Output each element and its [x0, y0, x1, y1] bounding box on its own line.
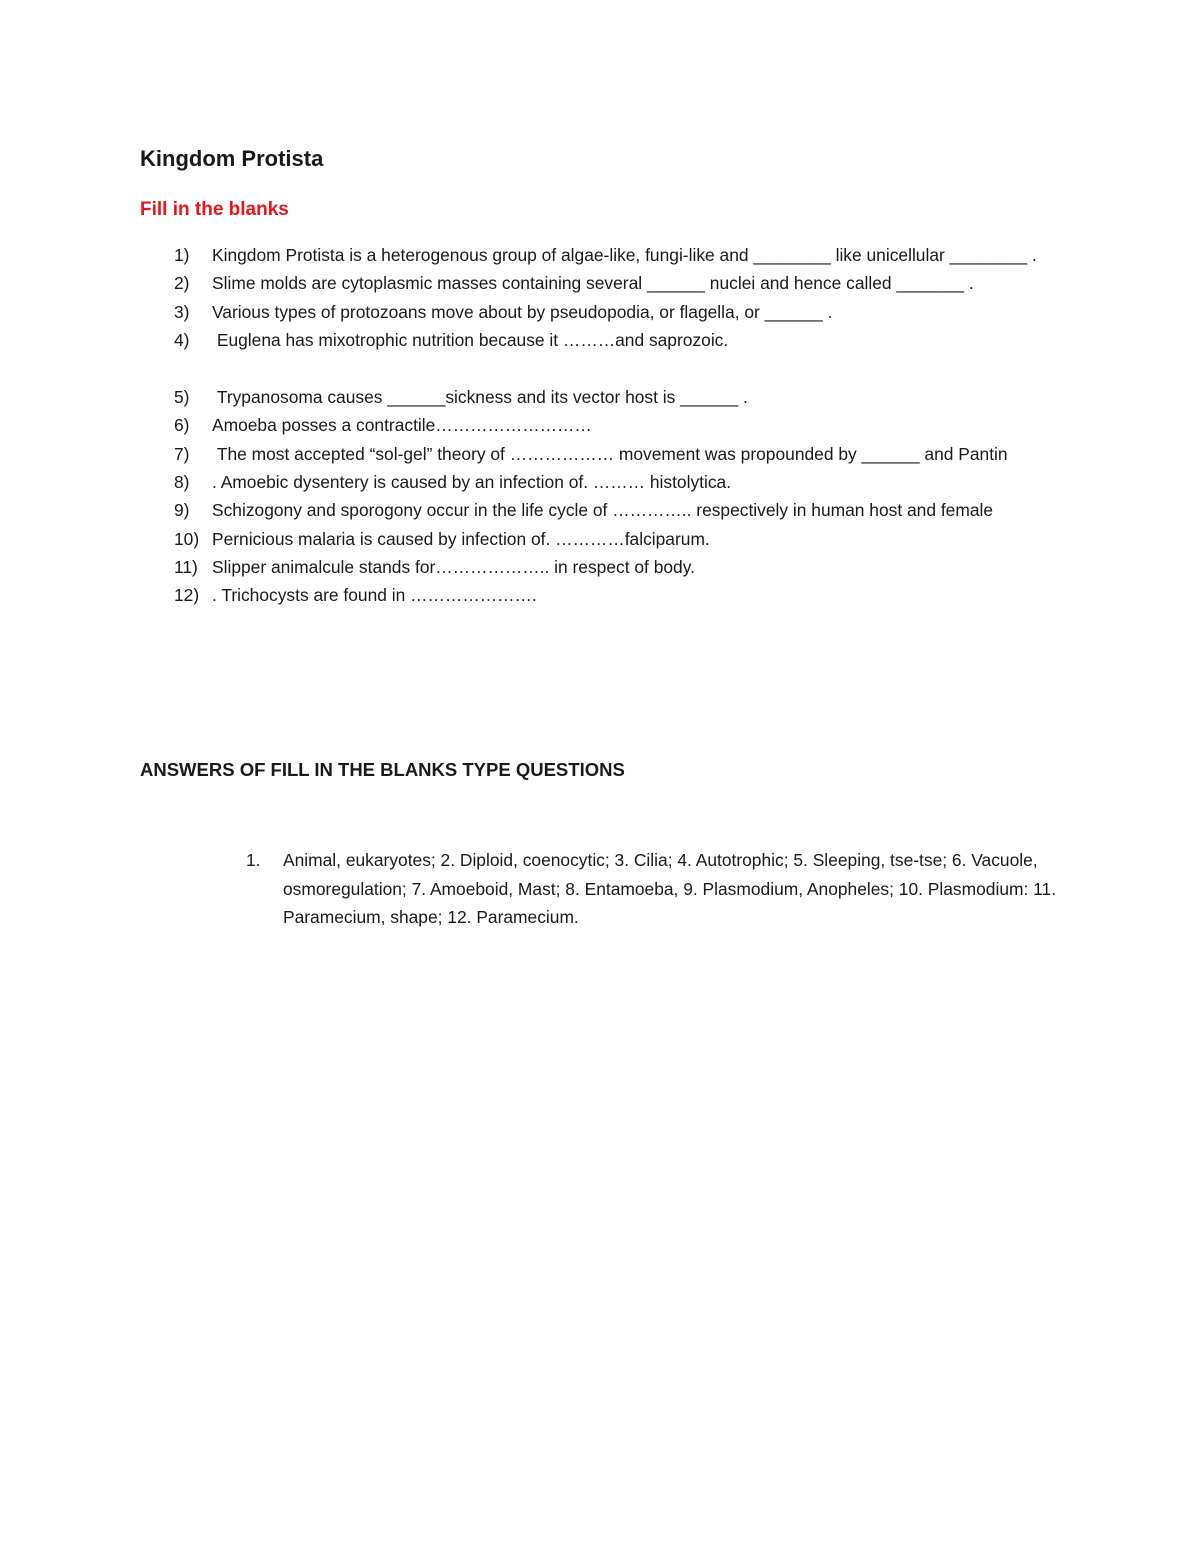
question-item	[140, 269, 1060, 297]
question-item	[140, 581, 1060, 609]
question-text: Euglena has mixotrophic nutrition because it ………and saprozoic.	[212, 329, 729, 350]
answer-number: 1.	[246, 850, 261, 870]
question-number: 1)	[174, 245, 190, 265]
question-text: Slime molds are cytoplasmic masses containing several ______ nuclei and hence called _______ .	[212, 273, 974, 294]
question-item	[140, 241, 1060, 269]
section-subtitle: Fill in the blanks	[140, 199, 289, 220]
question-text: Schizogony and sporogony occur in the life cycle of ………….. respectively in human host and female	[212, 500, 994, 521]
question-item	[140, 383, 1060, 411]
page-title: Kingdom Protista	[140, 146, 324, 171]
question-item	[140, 411, 1060, 439]
question-number: 8)	[174, 472, 190, 493]
question-text: Kingdom Protista is a heterogenous group of algae-like, fungi-like and ________ like unicellular ________ .	[212, 245, 1037, 265]
question-number: 4)	[174, 329, 190, 350]
question-number: 6)	[174, 415, 190, 436]
question-number: 11)	[174, 556, 198, 577]
answer-item	[140, 846, 1070, 932]
question-item	[140, 298, 1060, 326]
question-number: 7)	[174, 443, 190, 464]
question-text: Slipper animalcule stands for……………….. in respect of body.	[212, 556, 695, 577]
question-text: Various types of protozoans move about by pseudopodia, or flagella, or ______ .	[212, 301, 833, 322]
question-item	[140, 326, 1060, 354]
question-item	[140, 553, 1060, 581]
question-list	[140, 241, 1060, 610]
question-text: The most accepted “sol-gel” theory of ……………… movement was propounded by ______ and Pantin	[212, 443, 1008, 464]
question-number: 10)	[174, 528, 200, 549]
question-number: 5)	[174, 387, 190, 408]
question-number: 9)	[174, 500, 190, 521]
question-text: Amoeba posses a contractile………………………	[212, 415, 592, 436]
question-item	[140, 468, 1060, 496]
question-item	[140, 496, 1060, 524]
question-number: 3)	[174, 301, 190, 322]
question-text: . Amoebic dysentery is caused by an infection of. ……… histolytica.	[212, 472, 732, 493]
answers-heading: ANSWERS OF FILL IN THE BLANKS TYPE QUESTIONS	[140, 759, 625, 780]
question-item	[140, 440, 1060, 468]
question-number: 12)	[174, 585, 200, 606]
answer-list	[140, 846, 1070, 932]
question-item	[140, 525, 1060, 553]
question-text: Pernicious malaria is caused by infection of. …………falciparum.	[212, 528, 710, 549]
question-text: . Trichocysts are found in ………………….	[212, 585, 537, 606]
question-text: Trypanosoma causes ______sickness and its vector host is ______ .	[212, 387, 748, 408]
answer-text: Animal, eukaryotes; 2. Diploid, coenocytic; 3. Cilia; 4. Autotrophic; 5. Sleeping, tse-tse; 6. Vacuole, osmoregulation; 7. Amoeboid, Mast; 8. Entamoeba, 9. Plasmodium, Anopheles; 10. Plasmodium: 11. Paramecium, shape; 12. Paramecium.	[283, 850, 1061, 927]
question-number: 2)	[174, 273, 190, 294]
